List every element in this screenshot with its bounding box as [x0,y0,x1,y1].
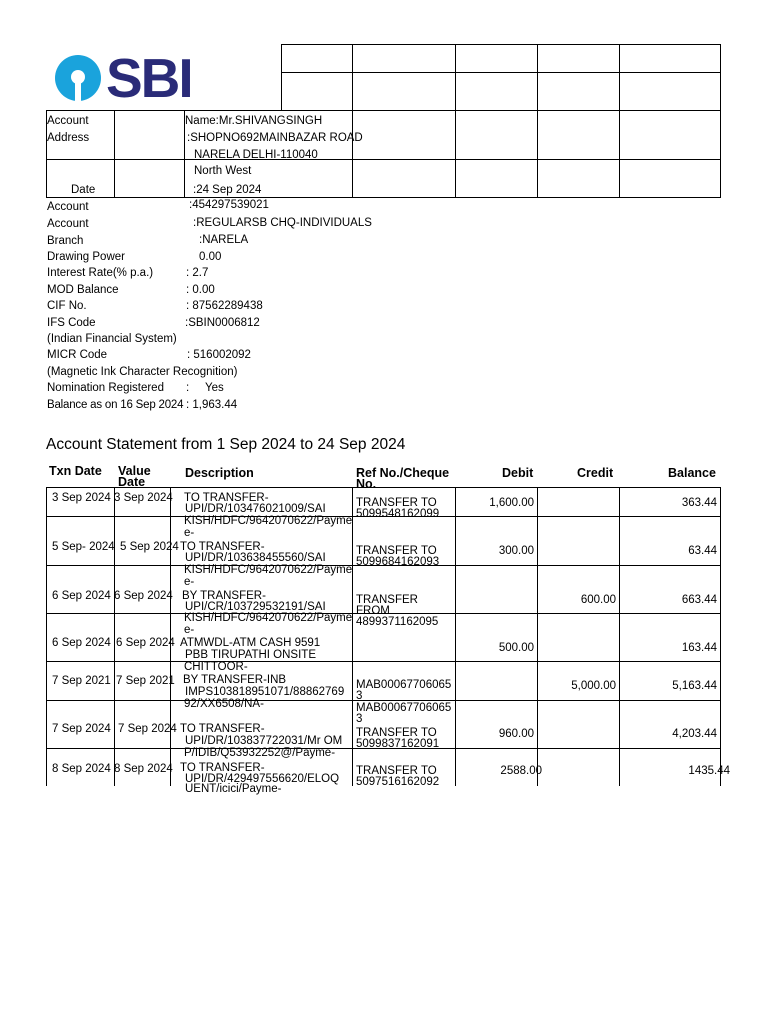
cell-desc-line: BY TRANSFER- [182,590,266,602]
label-drawing-power: Drawing Power [47,251,125,263]
label-date: Date [71,184,96,196]
cell-desc-line: P/IDIB/Q53932252@/Payme- [184,747,336,759]
cell-txn-date: 8 Sep 2024 [52,763,111,775]
value-address-line2: NARELA DELHI-110040 [194,149,318,161]
cell-desc-line: UPI/DR/103476021009/SAI [185,503,326,515]
statement-title: Account Statement from 1 Sep 2024 to 24 Sep 2024 [46,436,406,453]
cell-desc-line: UPI/DR/103638455560/SAI [185,552,326,564]
value-balance-as-on: : 1,963.44 [186,399,238,411]
cell-desc-line: CHITTOOR- [184,661,248,673]
value-cif-no: : 87562289438 [186,300,263,312]
cell-desc-line: e- [184,624,195,636]
value-interest-rate: : 2.7 [186,267,209,279]
cell-txn-date: 5 Sep- 2024 [52,541,115,553]
cell-txn-date: 3 Sep 2024 [52,492,111,504]
cell-balance: 63.44 [688,545,717,557]
value-mod-balance: : 0.00 [186,284,215,296]
cell-txn-date: 6 Sep 2024 [52,590,111,602]
cell-desc-line: UENT/icici/Payme- [185,783,282,795]
cell-desc-line: TO TRANSFER- [180,541,265,553]
value-account-type: :REGULARSB CHQ-INDIVIDUALS [193,217,372,229]
cell-desc-line: e- [184,576,195,588]
cell-debit: 300.00 [498,545,534,557]
cell-balance: 5,163.44 [672,680,717,692]
col-description: Description [185,466,254,480]
cell-credit: 5,000.00 [571,680,616,692]
cell-ref-line: TRANSFER [356,594,418,606]
cell-value-date: 7 Sep 2021 [116,675,175,687]
cell-desc-line: e- [184,527,195,539]
cell-debit: 1,600.00 [489,497,534,509]
col-ref-line2: No. [356,477,377,491]
col-ref-line1: Ref No./Cheque [356,466,450,480]
label-nomination: Nomination Registered [47,382,164,394]
label-interest-rate: Interest Rate(% p.a.) [47,267,154,279]
cell-debit: 500.00 [498,642,534,654]
sbi-logo-slot [75,80,81,102]
value-micr-code: : 516002092 [187,349,251,361]
cell-ref-line: 4899371162095 [356,616,439,628]
value-date: :24 Sep 2024 [193,184,262,196]
cell-txn-date: 7 Sep 2021 [52,675,111,687]
label-account-name: Account [47,115,89,127]
label-mod-balance: MOD Balance [47,284,119,296]
col-txn-date: Txn Date [49,464,102,478]
cell-desc-line: KISH/HDFC/9642070622/Payme [184,564,353,576]
label-micr-description: (Magnetic Ink Character Recognition) [47,366,238,378]
cell-ref-line: 3 [356,713,363,725]
cell-value-date: 6 Sep 2024 [116,637,175,649]
cell-ref-line: TRANSFER TO [356,727,437,739]
cell-desc-line: UPI/CR/103729532191/SAI [185,601,326,613]
cell-ref-line: 3 [356,690,363,702]
cell-value-date: 6 Sep 2024 [114,590,173,602]
cell-desc-line: IMPS103818951071/88862769 [185,686,345,698]
cell-value-date: 5 Sep 2024 [120,541,179,553]
cell-debit: 2588.00 [500,765,542,777]
label-cif-no: CIF No. [47,300,87,312]
value-account-number: :454297539021 [189,199,269,211]
cell-desc-line: TO TRANSFER- [180,762,265,774]
value-ifs-code: :SBIN0006812 [185,317,260,329]
cell-ref-line: MAB00067706065 [356,679,452,691]
col-balance: Balance [668,466,716,480]
cell-desc-line: KISH/HDFC/9642070622/Payme [184,515,353,527]
value-branch: :NARELA [199,234,249,246]
cell-value-date: 7 Sep 2024 [118,723,177,735]
value-nomination: : Yes [186,382,224,394]
cell-desc-line: TO TRANSFER- [180,723,265,735]
cell-desc-line: KISH/HDFC/9642070622/Payme [184,612,353,624]
value-account-name: Name:Mr.SHIVANGSINGH [185,115,323,127]
cell-txn-date: 6 Sep 2024 [52,637,111,649]
cell-ref-line: 5099684162093 [356,556,440,568]
cell-ref-line: FROM [356,605,390,617]
cell-balance: 4,203.44 [672,728,717,740]
cell-ref-line: 5099837162091 [356,738,440,750]
cell-ref-line: MAB00067706065 [356,702,452,714]
label-address: Address [47,132,90,144]
label-ifs-description: (Indian Financial System) [47,333,177,345]
label-ifs-code: IFS Code [47,317,96,329]
cell-balance: 663.44 [681,594,717,606]
cell-balance: 363.44 [681,497,717,509]
cell-txn-date: 7 Sep 2024 [52,723,111,735]
cell-value-date: 3 Sep 2024 [114,492,173,504]
label-branch: Branch [47,235,84,247]
cell-credit: 600.00 [580,594,616,606]
cell-ref-line: 5099548162099 [356,508,440,520]
label-micr-code: MICR Code [47,349,108,361]
cell-ref-line: 5097516162092 [356,776,440,788]
value-address-line1: :SHOPNO692MAINBAZAR ROAD [187,132,363,144]
cell-desc-line: UPI/DR/429497556620/ELOQ [185,773,340,785]
sbi-logo-text: SBI [106,47,192,109]
label-balance-as-on: Balance as on 16 Sep 2024 [47,399,184,411]
cell-debit: 960.00 [498,728,534,740]
cell-desc-line: 92/XX6508/NA- [184,698,264,710]
value-address-line3: North West [194,165,252,177]
col-debit: Debit [502,466,534,480]
label-account-type: Account [47,218,89,230]
cell-desc-line: PBB TIRUPATHI ONSITE [185,649,316,661]
col-value-date-line1: Value [118,464,151,478]
cell-balance: 1435.44 [688,765,730,777]
col-value-date-line2: Date [118,475,146,489]
cell-desc-line: BY TRANSFER-INB [183,674,287,686]
cell-desc-line: UPI/DR/103837722031/Mr OM [185,735,343,747]
col-credit: Credit [577,466,614,480]
label-account-number: Account [47,201,89,213]
cell-ref-line: TRANSFER TO [356,545,437,557]
cell-desc-line: ATMWDL-ATM CASH 9591 [180,637,321,649]
cell-balance: 163.44 [681,642,717,654]
cell-ref-line: TRANSFER TO [356,497,437,509]
cell-ref-line: TRANSFER TO [356,765,437,777]
value-drawing-power: 0.00 [199,251,222,263]
cell-value-date: 8 Sep 2024 [114,763,173,775]
cell-desc-line: TO TRANSFER- [184,492,269,504]
